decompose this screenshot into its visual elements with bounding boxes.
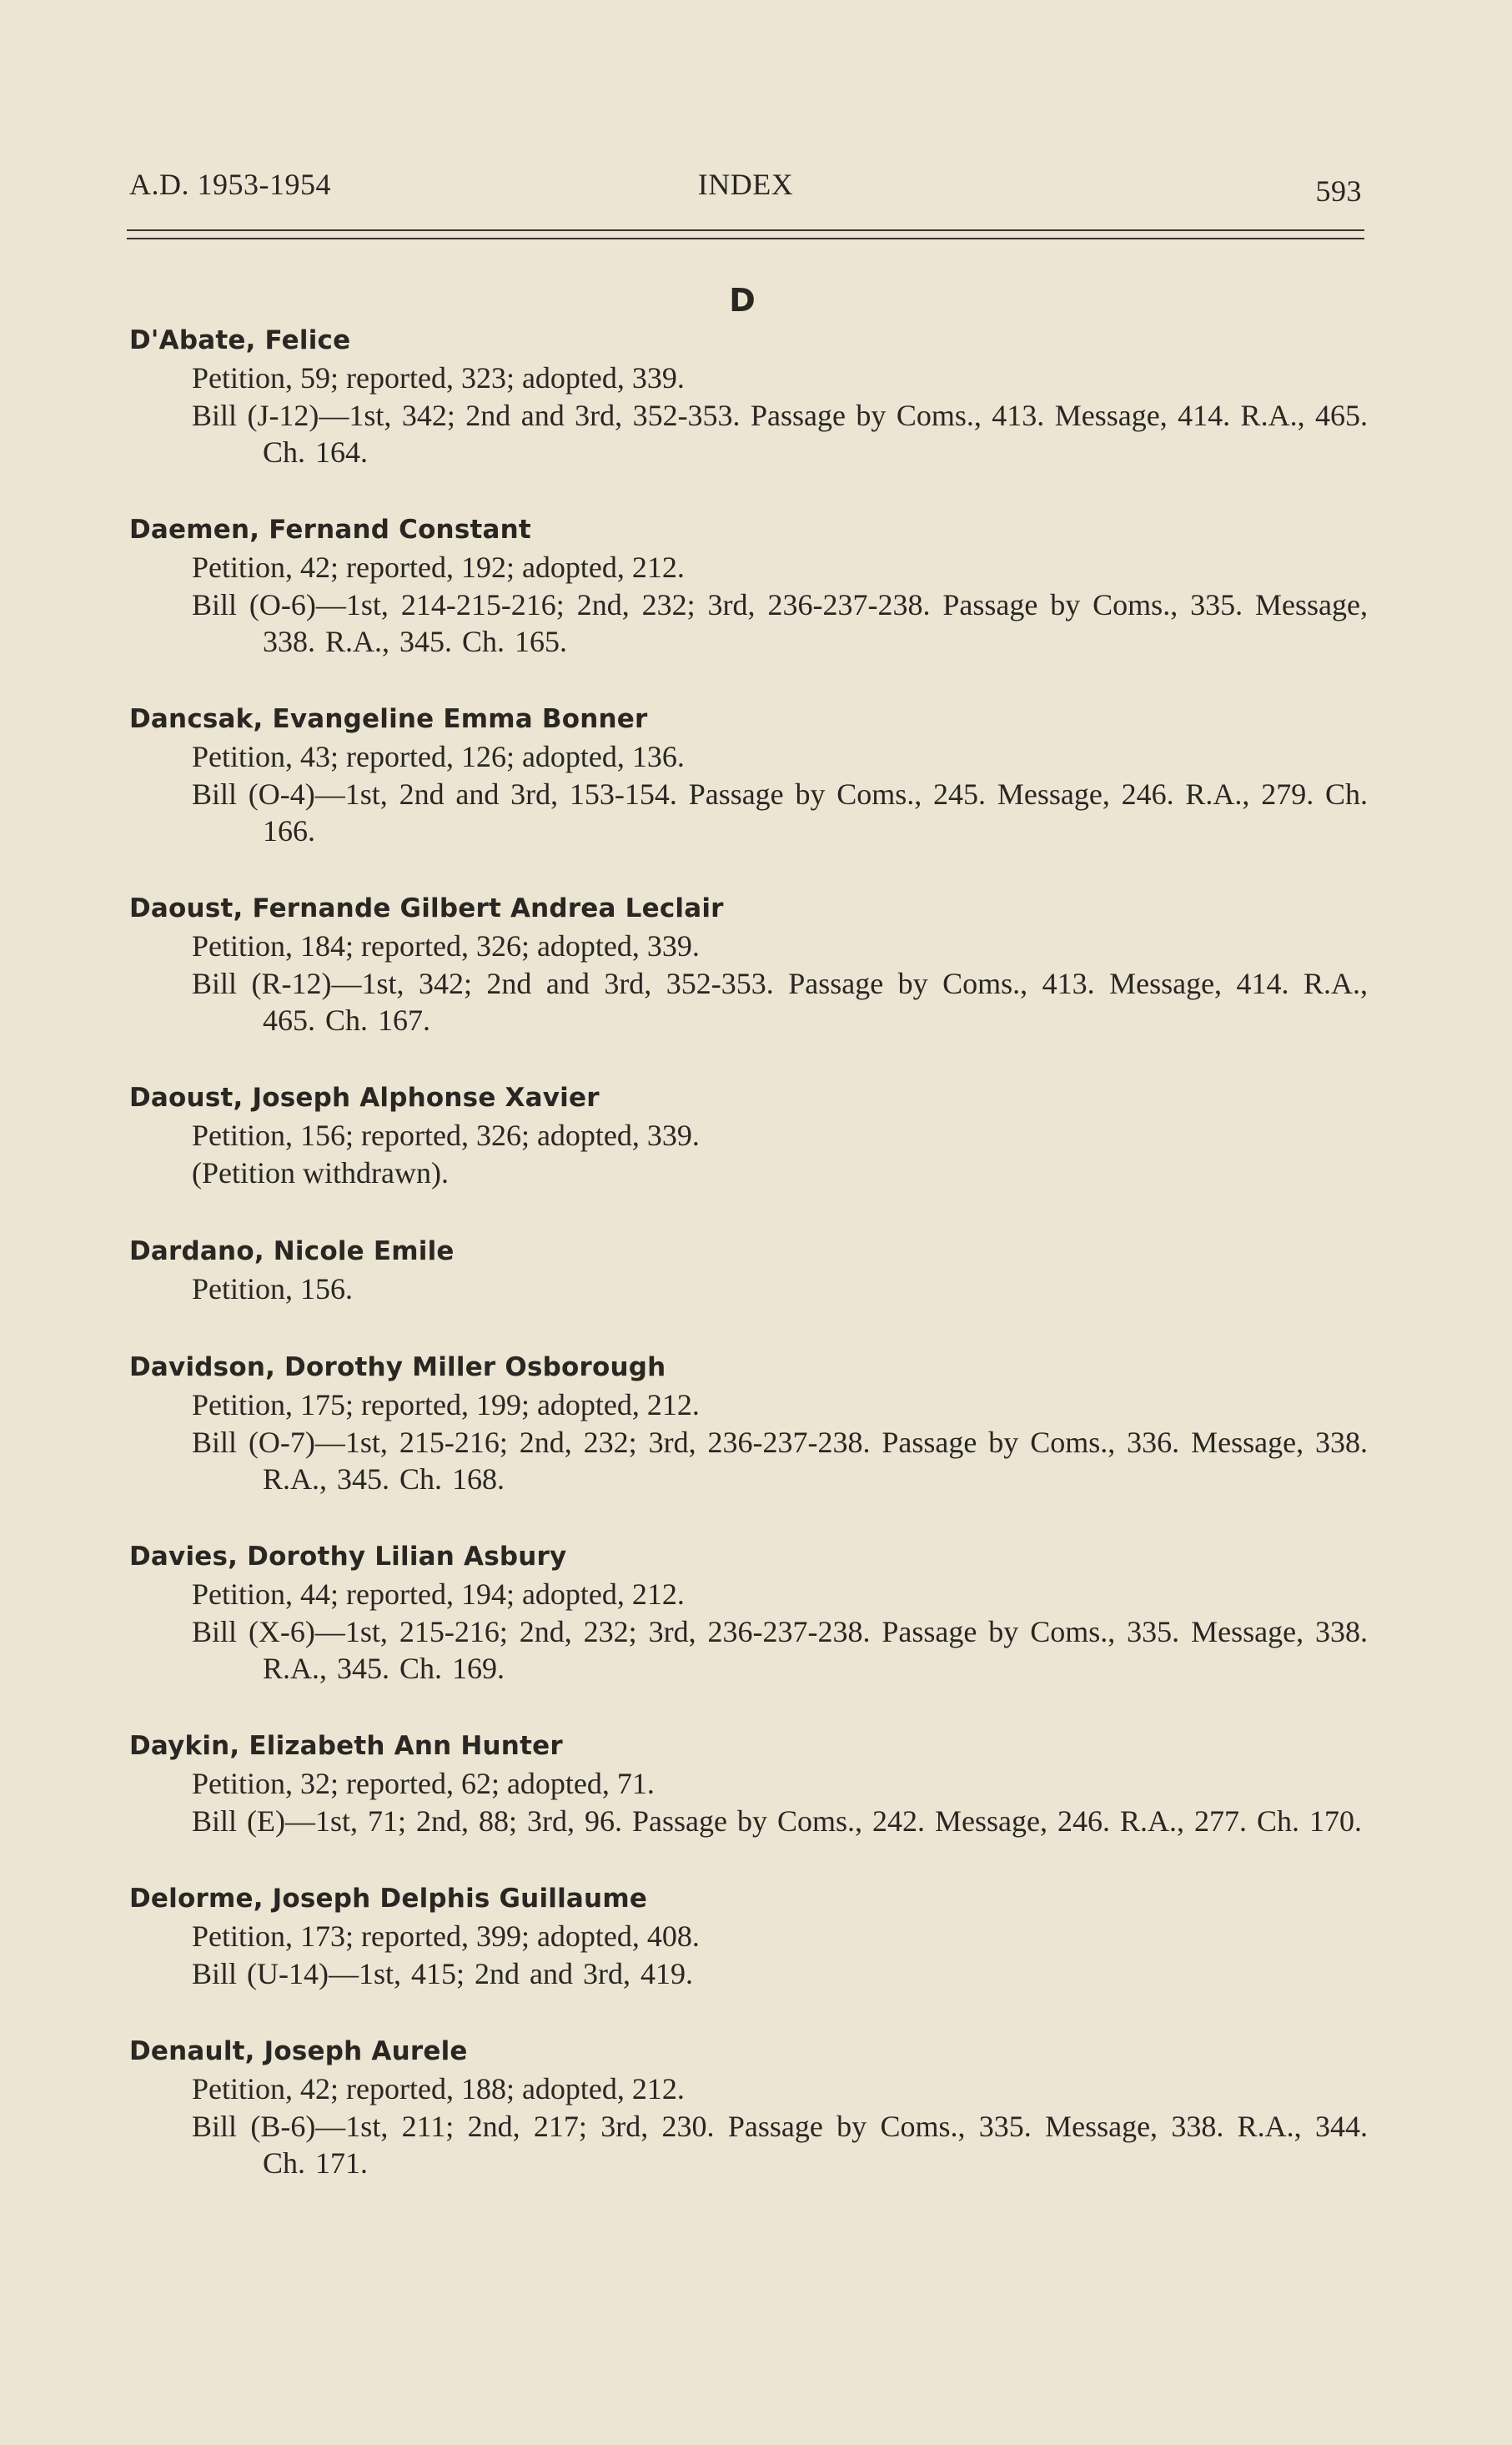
- index-entry: [117, 889, 1368, 1039]
- entry-name: Daoust, Joseph Alphonse Xavier: [129, 1083, 600, 1113]
- entry-bill: Bill (E)—1st, 71; 2nd, 88; 3rd, 96. Passage by Coms., 242. Message, 246. R.A., 277. Ch. 170.: [192, 1804, 1362, 1838]
- entry-bill: Bill (J-12)—1st, 342; 2nd and 3rd, 352-353. Passage by Coms., 413. Message, 414. R.A., 465. Ch. 164.: [192, 399, 1368, 469]
- entry-name: Davidson, Dorothy Miller Osborough: [129, 1352, 666, 1382]
- entry-petition: Petition, 59; reported, 323; adopted, 339.: [192, 361, 685, 395]
- header-title: INDEX: [697, 168, 794, 201]
- index-entry: [117, 1727, 1368, 1839]
- index-entry: [117, 700, 1368, 849]
- entry-name: Dancsak, Evangeline Emma Bonner: [129, 704, 648, 734]
- entry-petition: Petition, 43; reported, 126; adopted, 136.: [192, 740, 685, 773]
- entry-petition: Petition, 175; reported, 199; adopted, 212.: [192, 1388, 700, 1421]
- entry-name: Dardano, Nicole Emile: [129, 1236, 455, 1266]
- index-entries: [117, 321, 1368, 2221]
- entry-petition: Petition, 32; reported, 62; adopted, 71.: [192, 1767, 655, 1800]
- entry-name: D'Abate, Felice: [129, 325, 351, 355]
- entry-name: Daykin, Elizabeth Ann Hunter: [129, 1731, 563, 1761]
- entry-bill: (Petition withdrawn).: [192, 1156, 449, 1190]
- entry-petition: Petition, 156.: [192, 1272, 354, 1306]
- index-entry: [117, 321, 1368, 470]
- entry-petition: Petition, 156; reported, 326; adopted, 339.: [192, 1119, 700, 1152]
- entry-bill: Bill (O-7)—1st, 215-216; 2nd, 232; 3rd, 236-237-238. Passage by Coms., 336. Message, 338. R.A., 345. Ch. 168.: [192, 1426, 1368, 1496]
- index-entry: [117, 2032, 1368, 2181]
- header-years: A.D. 1953-1954: [129, 168, 331, 201]
- index-entry: [117, 1537, 1368, 1687]
- entry-bill: Bill (O-6)—1st, 214-215-216; 2nd, 232; 3rd, 236-237-238. Passage by Coms., 335. Message, 338. R.A., 345. Ch. 165.: [192, 588, 1368, 658]
- index-entry: [117, 1879, 1368, 1992]
- entry-name: Daoust, Fernande Gilbert Andrea Leclair: [129, 893, 724, 923]
- index-entry: [117, 1232, 1368, 1308]
- entry-petition: Petition, 42; reported, 188; adopted, 212.: [192, 2072, 685, 2105]
- entry-name: Daemen, Fernand Constant: [129, 515, 531, 545]
- page-number: 593: [1315, 174, 1362, 208]
- entry-bill: Bill (R-12)—1st, 342; 2nd and 3rd, 352-353. Passage by Coms., 413. Message, 414. R.A., 465. Ch. 167.: [192, 967, 1368, 1037]
- entry-bill: Bill (B-6)—1st, 211; 2nd, 217; 3rd, 230. Passage by Coms., 335. Message, 338. R.A., 344. Ch. 171.: [192, 2110, 1368, 2180]
- section-letter: D: [729, 282, 756, 319]
- entry-bill: Bill (X-6)—1st, 215-216; 2nd, 232; 3rd, 236-237-238. Passage by Coms., 335. Message, 338. R.A., 345. Ch. 169.: [192, 1615, 1368, 1685]
- entry-petition: Petition, 184; reported, 326; adopted, 339.: [192, 929, 700, 963]
- index-entry: [117, 511, 1368, 660]
- entry-name: Davies, Dorothy Lilian Asbury: [129, 1542, 567, 1572]
- index-entry: [117, 1079, 1368, 1192]
- entry-name: Delorme, Joseph Delphis Guillaume: [129, 1884, 648, 1914]
- entry-petition: Petition, 44; reported, 194; adopted, 212.: [192, 1577, 685, 1611]
- entry-bill: Bill (U-14)—1st, 415; 2nd and 3rd, 419.: [192, 1957, 693, 1990]
- page-header: [129, 167, 1362, 217]
- header-rule-top: [127, 229, 1364, 231]
- entry-petition: Petition, 173; reported, 399; adopted, 408.: [192, 1919, 700, 1953]
- entry-name: Denault, Joseph Aurele: [129, 2036, 468, 2066]
- entry-petition: Petition, 42; reported, 192; adopted, 212.: [192, 551, 685, 584]
- entry-bill: Bill (O-4)—1st, 2nd and 3rd, 153-154. Passage by Coms., 245. Message, 246. R.A., 279. Ch. 166.: [192, 777, 1368, 848]
- index-entry: [117, 1348, 1368, 1497]
- header-rule-bottom: [127, 238, 1364, 239]
